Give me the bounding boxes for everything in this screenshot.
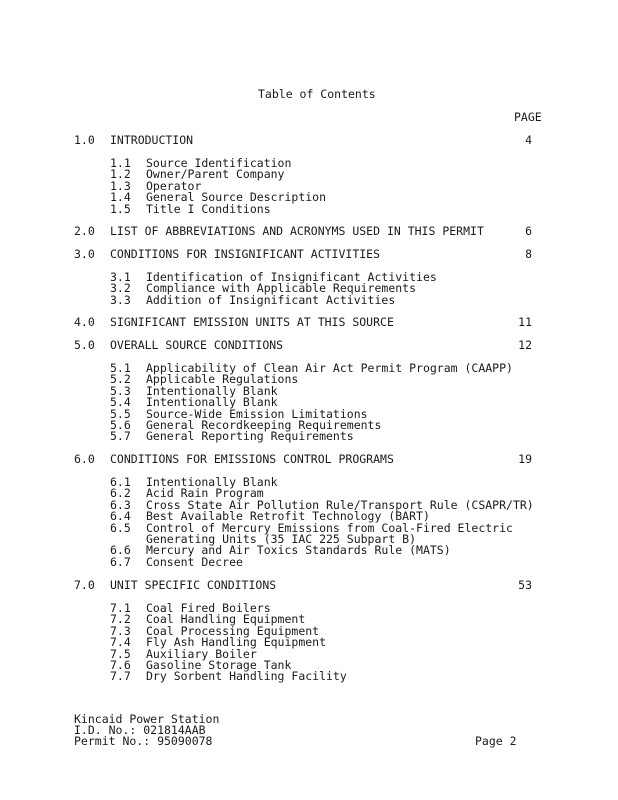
footer-id-number: I.D. No.: 021814AAB: [74, 723, 206, 737]
subsection-number: 3.3: [110, 292, 131, 307]
subsection-title: Mercury and Air Toxics Standards Rule (MATS): [146, 543, 451, 558]
section-page-number: 19: [518, 452, 532, 466]
subsection-number: 5.7: [110, 429, 131, 444]
subsection-title: Addition of Insignificant Activities: [146, 292, 396, 307]
section-number: 7.0: [74, 578, 95, 592]
subsection-number: 3.2: [110, 281, 131, 296]
subsection-title: Best Available Retrofit Technology (BART): [146, 509, 430, 524]
subsection-title: Applicability of Clean Air Act Permit Program (CAAPP): [146, 361, 513, 375]
section-page-number: 8: [525, 247, 532, 261]
subsection-title: Identification of Insignificant Activities: [146, 270, 437, 284]
section-number: 1.0: [74, 133, 95, 147]
subsection-title: Coal Handling Equipment: [146, 612, 306, 627]
subsection-title-continued: Generating Units (35 IAC 225 Subpart B): [146, 532, 417, 546]
subsection-title: Source Identification: [146, 156, 292, 170]
subsection-number: 5.1: [110, 361, 131, 375]
subsection-title: General Source Description: [146, 190, 327, 205]
subsection-number: 5.5: [110, 406, 131, 421]
subsection-number: 7.7: [110, 669, 131, 684]
subsection-title: Fly Ash Handling Equipment: [146, 635, 327, 650]
section-title: CONDITIONS FOR INSIGNIFICANT ACTIVITIES: [110, 247, 381, 261]
subsection-number: 6.3: [110, 497, 131, 512]
subsection-number: 3.1: [110, 270, 131, 284]
section-page-number: 12: [518, 338, 532, 352]
subsection-title: Applicable Regulations: [146, 372, 299, 387]
subsection-number: 1.4: [110, 190, 131, 205]
section-number: 3.0: [74, 247, 95, 261]
subsection-title: Dry Sorbent Handling Facility: [146, 669, 347, 684]
subsection-number: 7.4: [110, 635, 131, 650]
subsection-title: Intentionally Blank: [146, 395, 278, 410]
subsection-title: Title I Conditions: [146, 201, 271, 216]
section-number: 6.0: [74, 452, 95, 466]
subsection-number: 1.5: [110, 201, 131, 216]
subsection-title: Coal Processing Equipment: [146, 623, 320, 638]
section-title: CONDITIONS FOR EMISSIONS CONTROL PROGRAMS: [110, 452, 394, 466]
subsection-number: 6.7: [110, 554, 131, 569]
footer-permit-number: Permit No.: 95090078: [74, 734, 213, 748]
subsection-number: 6.1: [110, 475, 131, 489]
section-title: INTRODUCTION: [110, 133, 194, 147]
subsection-number: 1.1: [110, 156, 131, 170]
section-page-number: 4: [525, 133, 532, 147]
subsection-number: 6.5: [110, 520, 131, 535]
subsection-number: 5.2: [110, 372, 131, 387]
subsection-title: General Reporting Requirements: [146, 429, 354, 444]
subsection-title: Owner/Parent Company: [146, 167, 285, 182]
subsection-title: Source-Wide Emission Limitations: [146, 406, 368, 421]
section-page-number: 11: [518, 315, 532, 329]
subsection-number: 6.6: [110, 543, 131, 558]
subsection-title: Gasoline Storage Tank: [146, 658, 292, 672]
subsection-title: Compliance with Applicable Requirements: [146, 281, 417, 296]
subsection-number: 1.2: [110, 167, 131, 182]
subsection-title: General Recordkeeping Requirements: [146, 418, 382, 432]
subsection-title: Coal Fired Boilers: [146, 601, 271, 615]
subsection-title: Consent Decree: [146, 554, 243, 569]
section-title: SIGNIFICANT EMISSION UNITS AT THIS SOURCE: [110, 315, 394, 329]
subsection-number: 7.6: [110, 658, 131, 672]
page-column-header: PAGE: [514, 110, 542, 124]
subsection-title: Cross State Air Pollution Rule/Transport Rule (CSAPR/TR): [146, 497, 534, 512]
subsection-title: Auxiliary Boiler: [146, 646, 257, 661]
section-page-number: 6: [525, 224, 532, 238]
subsection-title: Control of Mercury Emissions from Coal-Fired Electric: [146, 520, 513, 535]
subsection-number: 6.4: [110, 509, 131, 524]
section-number: 5.0: [74, 338, 95, 352]
footer-facility: Kincaid Power Station: [74, 712, 220, 726]
subsection-number: 7.3: [110, 623, 131, 638]
subsection-number: 1.3: [110, 178, 131, 193]
subsection-number: 7.1: [110, 601, 131, 615]
subsection-title: Intentionally Blank: [146, 383, 278, 398]
subsection-number: 6.2: [110, 486, 131, 501]
subsection-number: 7.5: [110, 646, 131, 661]
section-number: 2.0: [74, 224, 95, 238]
subsection-title: Acid Rain Program: [146, 486, 264, 501]
subsection-number: 5.6: [110, 418, 131, 432]
section-title: UNIT SPECIFIC CONDITIONS: [110, 578, 277, 592]
subsection-title: Intentionally Blank: [146, 475, 278, 489]
subsection-title: Operator: [146, 178, 202, 193]
section-title: OVERALL SOURCE CONDITIONS: [110, 338, 284, 352]
section-number: 4.0: [74, 315, 95, 329]
subsection-number: 7.2: [110, 612, 131, 627]
subsection-number: 5.4: [110, 395, 131, 410]
subsection-number: 5.3: [110, 383, 131, 398]
section-title: LIST OF ABBREVIATIONS AND ACRONYMS USED IN THIS PERMIT: [110, 224, 484, 238]
footer-page-number: Page 2: [475, 734, 517, 748]
page-title: Table of Contents: [258, 87, 376, 101]
section-page-number: 53: [518, 578, 532, 592]
